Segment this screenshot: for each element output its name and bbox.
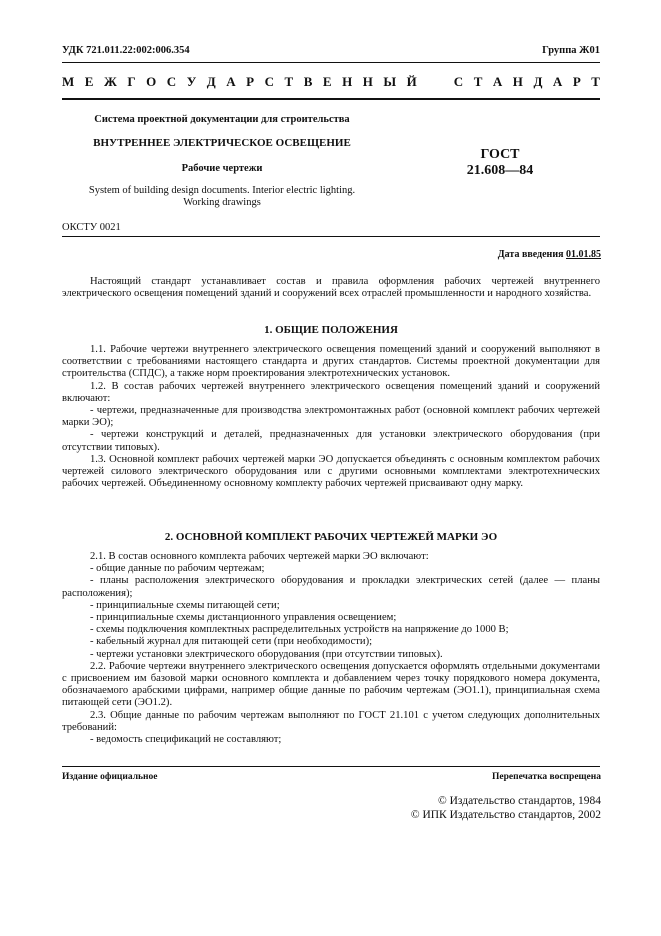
banner-letter: Т: [284, 74, 294, 89]
banner-letter: О: [146, 74, 157, 89]
banner-letter: Р: [572, 74, 581, 89]
paragraph-1-2: 1.2. В состав рабочих чертежей внутреннего электрического освещения помещений зданий и сооружений включают:: [62, 380, 600, 404]
banner-letter: Й: [406, 74, 417, 89]
banner-letter: М: [62, 74, 75, 89]
gost-label: ГОСТ: [480, 147, 520, 162]
banner-letter: Н: [512, 74, 523, 89]
okstu-code: ОКСТУ 0021: [62, 222, 121, 233]
list-item: - общие данные по рабочим чертежам;: [90, 563, 265, 575]
group-code: Группа Ж01: [542, 45, 600, 56]
list-item: - чертежи, предназначенные для производства электромонтажных работ (основной комплект рабочих чертежей марки ЭО);: [62, 405, 600, 429]
list-item: - принципиальные схемы дистанционного управления освещением;: [90, 612, 397, 624]
sub-title: Рабочие чертежи: [181, 163, 263, 174]
intro-text: Настоящий стандарт устанавливает состав и правила оформления рабочих чертежей внутреннего электрического освещения помещений зданий и сооружений всех отраслей промышленности и народного хозяйства.: [62, 276, 600, 300]
paragraph-1-3: 1.3. Основной комплект рабочих чертежей марки ЭО допускается объединять с основным комплектом рабочих чертежей силового электрического оборудования или с другими основными комплектами электротехнических рабочих чертежей. Объединенному основному комплекту рабочих чертежей присваивают одну марку.: [62, 453, 600, 490]
english-title-line2: Working drawings: [183, 197, 261, 208]
banner-letter: А: [226, 74, 236, 89]
banner-letter: Ы: [383, 74, 397, 89]
udk-code: УДК 721.011.22:002:006.354: [62, 45, 190, 56]
banner-letter: С: [453, 74, 464, 89]
edition-label: Издание официальное: [62, 772, 158, 782]
list-item: - схемы подключения комплектных распределительных устройств на напряжение до 1000 В;: [90, 624, 509, 636]
system-title: Система проектной документации для строительства: [94, 114, 350, 125]
title-bottom-rule: [62, 236, 600, 237]
section1-body: [62, 344, 600, 490]
banner-rule: [62, 98, 600, 100]
gost-number: 21.608—84: [466, 163, 534, 178]
paragraph-2-3: 2.3. Общие данные по рабочим чертежам выполняют по ГОСТ 21.101 с учетом следующих дополнительных требований:: [62, 709, 600, 733]
banner-letter: Т: [591, 74, 600, 89]
banner-letter: Е: [84, 74, 94, 89]
banner-letter: С: [166, 74, 177, 89]
list-item: - ведомость спецификаций не составляют;: [90, 734, 282, 746]
banner-letter: У: [186, 74, 197, 89]
banner-letter: А: [552, 74, 563, 89]
list-item: - принципиальные схемы питающей сети;: [90, 599, 280, 611]
list-item: - чертежи конструкций и деталей, предназначенных для установки электрического оборудования (при отсутствии типовых).: [62, 429, 600, 453]
paragraph-2-2: 2.2. Рабочие чертежи внутреннего электрического освещения допускается оформлять отдельными документами с присвоением им базовой марки основного комплекта и добавлением через точку порядкового номера документа, обозначаемого арабскими цифрами, например общие данные по рабочим чертежам (ЭО1.1), принципиальная схема питающей сети (ЭО1.2).: [62, 660, 600, 709]
banner-letter: С: [264, 74, 274, 89]
banner-letter: Г: [127, 74, 136, 89]
copyright-1984: © Издательство стандартов, 1984: [437, 795, 601, 807]
banner-letter: Е: [322, 74, 332, 89]
section2-body: [62, 551, 600, 746]
list-item: - кабельный журнал для питающей сети (при необходимости);: [90, 636, 373, 648]
banner-letter: Д: [206, 74, 216, 89]
copyright-2002: © ИПК Издательство стандартов, 2002: [410, 809, 601, 821]
standard-banner: [62, 74, 600, 90]
banner-letter: А: [492, 74, 503, 89]
banner-letter: Д: [533, 74, 543, 89]
banner-letter: Н: [362, 74, 373, 89]
intro-date-value: 01.01.85: [566, 249, 601, 260]
paragraph-2-1: 2.1. В состав основного комплекта рабочих чертежей марки ЭО включают:: [90, 551, 429, 562]
english-title-line1: System of building design documents. Interior electric lighting.: [88, 185, 356, 196]
section2-heading: 2. ОСНОВНОЙ КОМПЛЕКТ РАБОЧИХ ЧЕРТЕЖЕЙ МАРКИ ЭО: [164, 531, 498, 543]
reprint-label: Перепечатка воспрещена: [491, 772, 601, 782]
paragraph-1-1: 1.1. Рабочие чертежи внутреннего электрического освещения помещений зданий и сооружений выполняют в соответствии с требованиями настоящего стандарта и других стандартов. Системы проектной документации для строительства (СПДС), а также норм проектирования электротехнических установок.: [62, 344, 600, 380]
intro-paragraph: [62, 276, 600, 300]
list-item: - планы расположения электрического оборудования и прокладки электрических сетей (далее — планы расположения);: [62, 575, 600, 599]
top-rule: [62, 62, 600, 63]
main-title: ВНУТРЕННЕЕ ЭЛЕКТРИЧЕСКОЕ ОСВЕЩЕНИЕ: [93, 137, 351, 149]
banner-letter: Н: [342, 74, 353, 89]
intro-date-label: Дата введения: [497, 249, 564, 260]
banner-gap: [427, 74, 443, 90]
banner-letter: Ж: [103, 74, 117, 89]
banner-letter: В: [303, 74, 313, 89]
list-item: - чертежи установки электрического оборудования (при отсутствии типовых).: [90, 648, 443, 660]
intro-date: [498, 249, 601, 260]
section1-heading: 1. ОБЩИЕ ПОЛОЖЕНИЯ: [264, 324, 398, 336]
banner-letter: Т: [473, 74, 483, 89]
footer-rule: [62, 766, 600, 767]
banner-letter: Р: [246, 74, 255, 89]
